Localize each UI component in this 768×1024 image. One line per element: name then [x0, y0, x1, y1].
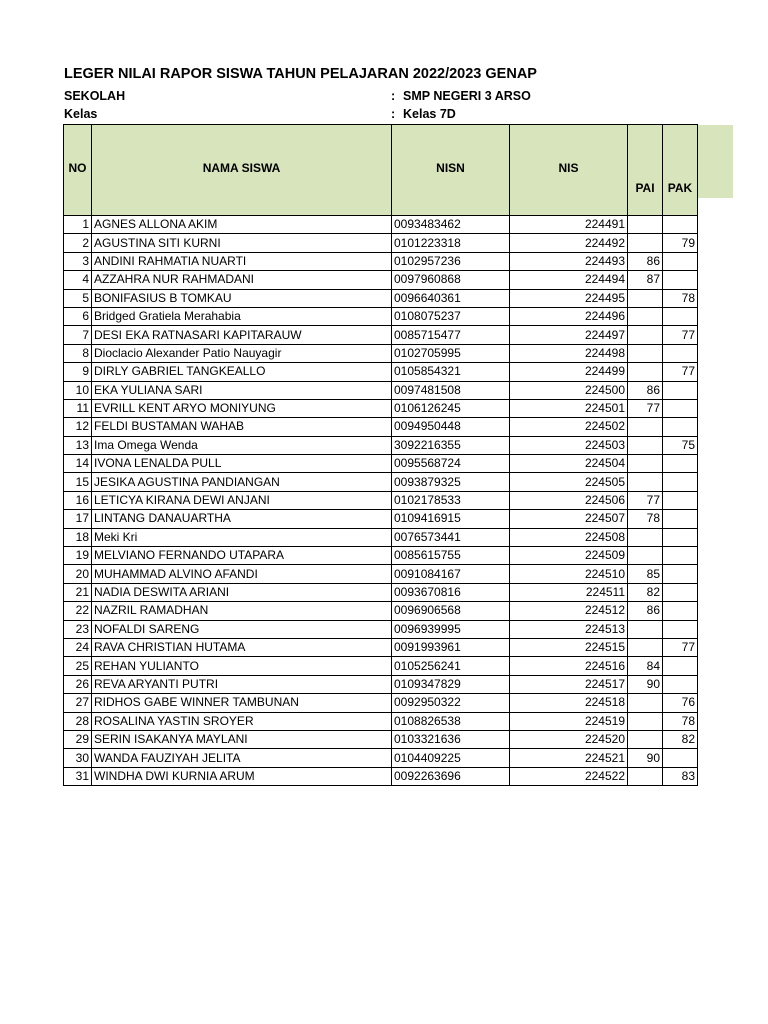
cell-pai [628, 363, 663, 381]
table-row [64, 418, 698, 436]
cell-pak [663, 399, 698, 417]
cell-pak [663, 455, 698, 473]
cell-nis: 224522 [510, 767, 628, 785]
table-row [64, 712, 698, 730]
cell-pak: 79 [663, 234, 698, 252]
table-row [64, 252, 698, 270]
cell-pak [663, 252, 698, 270]
cell-nisn: 0076573441 [392, 528, 510, 546]
cell-name: AZZAHRA NUR RAHMADANI [92, 271, 392, 289]
cell-pai [628, 473, 663, 491]
cell-nis: 224517 [510, 675, 628, 693]
cell-nisn: 0103321636 [392, 730, 510, 748]
school-colon: : [391, 89, 396, 103]
cell-no: 26 [64, 675, 92, 693]
cell-name: EKA YULIANA SARI [92, 381, 392, 399]
cell-no: 31 [64, 767, 92, 785]
cell-pak [663, 657, 698, 675]
header-extension [697, 125, 733, 198]
cell-nisn: 0093879325 [392, 473, 510, 491]
cell-nis: 224512 [510, 602, 628, 620]
cell-pak [663, 602, 698, 620]
table-row [64, 657, 698, 675]
table-row [64, 271, 698, 289]
cell-no: 20 [64, 565, 92, 583]
table-row [64, 307, 698, 325]
cell-pak [663, 473, 698, 491]
school-value: SMP NEGERI 3 ARSO [403, 89, 531, 103]
cell-no: 12 [64, 418, 92, 436]
cell-nisn: 0108826538 [392, 712, 510, 730]
cell-name: FELDI BUSTAMAN WAHAB [92, 418, 392, 436]
cell-nisn: 0102178533 [392, 491, 510, 509]
cell-name: MELVIANO FERNANDO UTAPARA [92, 547, 392, 565]
cell-pak [663, 307, 698, 325]
header-pai-label: PAI [635, 181, 655, 195]
cell-name: REHAN YULIANTO [92, 657, 392, 675]
cell-pak: 82 [663, 730, 698, 748]
cell-no: 11 [64, 399, 92, 417]
cell-no: 17 [64, 510, 92, 528]
cell-nisn: 0095568724 [392, 455, 510, 473]
cell-no: 7 [64, 326, 92, 344]
cell-nis: 224504 [510, 455, 628, 473]
cell-pak [663, 547, 698, 565]
class-label: Kelas [64, 107, 98, 121]
cell-name: SERIN ISAKANYA MAYLANI [92, 730, 392, 748]
cell-nisn: 0109347829 [392, 675, 510, 693]
cell-nis: 224498 [510, 344, 628, 362]
table-row [64, 399, 698, 417]
cell-name: RAVA CHRISTIAN HUTAMA [92, 638, 392, 656]
cell-nisn: 0105256241 [392, 657, 510, 675]
cell-name: ANDINI RAHMATIA NUARTI [92, 252, 392, 270]
cell-pai [628, 307, 663, 325]
cell-pai: 86 [628, 381, 663, 399]
grade-table [63, 124, 698, 786]
cell-name: Ima Omega Wenda [92, 436, 392, 454]
cell-no: 15 [64, 473, 92, 491]
cell-no: 14 [64, 455, 92, 473]
cell-pai: 77 [628, 399, 663, 417]
cell-nis: 224496 [510, 307, 628, 325]
cell-nis: 224521 [510, 749, 628, 767]
cell-no: 30 [64, 749, 92, 767]
cell-pak [663, 565, 698, 583]
header-nis: NIS [510, 125, 628, 216]
header-name: NAMA SISWA [92, 125, 392, 216]
cell-pai [628, 436, 663, 454]
cell-nisn: 0105854321 [392, 363, 510, 381]
cell-nisn: 0108075237 [392, 307, 510, 325]
cell-nis: 224505 [510, 473, 628, 491]
cell-name: NOFALDI SARENG [92, 620, 392, 638]
cell-pai [628, 326, 663, 344]
cell-nis: 224508 [510, 528, 628, 546]
cell-pak [663, 749, 698, 767]
table-row [64, 363, 698, 381]
class-colon: : [391, 107, 396, 121]
page-title: LEGER NILAI RAPOR SISWA TAHUN PELAJARAN 2022/2023 GENAP [64, 66, 537, 82]
cell-pak [663, 491, 698, 509]
cell-pai [628, 528, 663, 546]
cell-nis: 224503 [510, 436, 628, 454]
cell-name: IVONA LENALDA PULL [92, 455, 392, 473]
cell-nis: 224518 [510, 694, 628, 712]
table-row [64, 234, 698, 252]
cell-nisn: 3092216355 [392, 436, 510, 454]
cell-no: 4 [64, 271, 92, 289]
cell-pak: 77 [663, 363, 698, 381]
cell-no: 24 [64, 638, 92, 656]
cell-no: 2 [64, 234, 92, 252]
cell-nis: 224501 [510, 399, 628, 417]
cell-nis: 224507 [510, 510, 628, 528]
table-row [64, 730, 698, 748]
header-pai [628, 125, 663, 216]
table-row [64, 565, 698, 583]
table-header-row [64, 125, 698, 216]
cell-pak [663, 528, 698, 546]
cell-nis: 224497 [510, 326, 628, 344]
cell-no: 1 [64, 216, 92, 234]
cell-nis: 224495 [510, 289, 628, 307]
cell-nisn: 0092263696 [392, 767, 510, 785]
cell-nisn: 0091084167 [392, 565, 510, 583]
cell-nisn: 0101223318 [392, 234, 510, 252]
cell-nisn: 0096640361 [392, 289, 510, 307]
cell-nis: 224515 [510, 638, 628, 656]
cell-name: RIDHOS GABE WINNER TAMBUNAN [92, 694, 392, 712]
cell-nis: 224520 [510, 730, 628, 748]
class-value: Kelas 7D [403, 107, 456, 121]
cell-pai [628, 730, 663, 748]
cell-pai [628, 694, 663, 712]
cell-pak [663, 344, 698, 362]
cell-no: 6 [64, 307, 92, 325]
table-row [64, 455, 698, 473]
cell-pai: 86 [628, 602, 663, 620]
cell-nis: 224502 [510, 418, 628, 436]
cell-nis: 224499 [510, 363, 628, 381]
table-row [64, 381, 698, 399]
table-row [64, 491, 698, 509]
cell-nisn: 0091993961 [392, 638, 510, 656]
cell-nis: 224519 [510, 712, 628, 730]
cell-pai [628, 547, 663, 565]
cell-no: 23 [64, 620, 92, 638]
table-row [64, 694, 698, 712]
cell-nis: 224513 [510, 620, 628, 638]
cell-pak [663, 216, 698, 234]
cell-pai: 86 [628, 252, 663, 270]
table-row [64, 473, 698, 491]
cell-no: 21 [64, 583, 92, 601]
cell-pai [628, 216, 663, 234]
header-pak-label: PAK [667, 181, 693, 195]
cell-no: 29 [64, 730, 92, 748]
cell-nisn: 0085615755 [392, 547, 510, 565]
cell-pai [628, 234, 663, 252]
cell-pak: 78 [663, 289, 698, 307]
table-body [64, 216, 698, 786]
cell-no: 5 [64, 289, 92, 307]
cell-pak: 75 [663, 436, 698, 454]
cell-pak [663, 620, 698, 638]
cell-nis: 224491 [510, 216, 628, 234]
cell-name: NAZRIL RAMADHAN [92, 602, 392, 620]
cell-name: AGNES ALLONA AKIM [92, 216, 392, 234]
cell-nisn: 0106126245 [392, 399, 510, 417]
cell-pak [663, 583, 698, 601]
cell-pak: 78 [663, 712, 698, 730]
cell-pai: 90 [628, 675, 663, 693]
cell-nisn: 0097960868 [392, 271, 510, 289]
cell-nisn: 0109416915 [392, 510, 510, 528]
cell-no: 18 [64, 528, 92, 546]
table-row [64, 289, 698, 307]
cell-nis: 224500 [510, 381, 628, 399]
cell-pai: 84 [628, 657, 663, 675]
cell-name: MUHAMMAD ALVINO AFANDI [92, 565, 392, 583]
cell-pai: 82 [628, 583, 663, 601]
cell-nis: 224492 [510, 234, 628, 252]
table-row [64, 216, 698, 234]
cell-no: 22 [64, 602, 92, 620]
cell-name: REVA ARYANTI PUTRI [92, 675, 392, 693]
cell-pak [663, 675, 698, 693]
cell-no: 9 [64, 363, 92, 381]
cell-pai: 78 [628, 510, 663, 528]
cell-nisn: 0102705995 [392, 344, 510, 362]
table-row [64, 638, 698, 656]
cell-nis: 224509 [510, 547, 628, 565]
cell-name: BONIFASIUS B TOMKAU [92, 289, 392, 307]
cell-name: LINTANG DANAUARTHA [92, 510, 392, 528]
cell-nisn: 0093483462 [392, 216, 510, 234]
cell-name: JESIKA AGUSTINA PANDIANGAN [92, 473, 392, 491]
cell-pak [663, 510, 698, 528]
cell-pai: 77 [628, 491, 663, 509]
cell-nisn: 0104409225 [392, 749, 510, 767]
cell-nisn: 0096906568 [392, 602, 510, 620]
cell-nis: 224494 [510, 271, 628, 289]
cell-name: NADIA DESWITA ARIANI [92, 583, 392, 601]
cell-no: 19 [64, 547, 92, 565]
cell-nisn: 0094950448 [392, 418, 510, 436]
cell-pak: 83 [663, 767, 698, 785]
cell-nisn: 0092950322 [392, 694, 510, 712]
cell-name: WINDHA DWI KURNIA ARUM [92, 767, 392, 785]
cell-name: AGUSTINA SITI KURNI [92, 234, 392, 252]
cell-no: 3 [64, 252, 92, 270]
cell-no: 25 [64, 657, 92, 675]
cell-no: 28 [64, 712, 92, 730]
cell-pai [628, 620, 663, 638]
table-row [64, 620, 698, 638]
cell-no: 27 [64, 694, 92, 712]
cell-no: 16 [64, 491, 92, 509]
header-pak [663, 125, 698, 216]
table-row [64, 749, 698, 767]
cell-nis: 224493 [510, 252, 628, 270]
cell-pai [628, 344, 663, 362]
cell-nisn: 0102957236 [392, 252, 510, 270]
cell-name: WANDA FAUZIYAH JELITA [92, 749, 392, 767]
cell-name: Meki Kri [92, 528, 392, 546]
cell-name: EVRILL KENT ARYO MONIYUNG [92, 399, 392, 417]
table-row [64, 583, 698, 601]
cell-name: DESI EKA RATNASARI KAPITARAUW [92, 326, 392, 344]
cell-pak [663, 418, 698, 436]
table-row [64, 436, 698, 454]
cell-pai [628, 418, 663, 436]
cell-pai [628, 289, 663, 307]
cell-name: Dioclacio Alexander Patio Nauyagir [92, 344, 392, 362]
cell-pak [663, 271, 698, 289]
cell-name: LETICYA KIRANA DEWI ANJANI [92, 491, 392, 509]
cell-nis: 224506 [510, 491, 628, 509]
header-no: NO [64, 125, 92, 216]
cell-pai [628, 767, 663, 785]
cell-no: 13 [64, 436, 92, 454]
cell-nisn: 0097481508 [392, 381, 510, 399]
cell-no: 10 [64, 381, 92, 399]
table-row [64, 528, 698, 546]
cell-pai [628, 712, 663, 730]
cell-pak [663, 381, 698, 399]
table-row [64, 767, 698, 785]
cell-name: DIRLY GABRIEL TANGKEALLO [92, 363, 392, 381]
cell-nisn: 0093670816 [392, 583, 510, 601]
cell-no: 8 [64, 344, 92, 362]
table-row [64, 510, 698, 528]
cell-pai: 90 [628, 749, 663, 767]
cell-pai: 87 [628, 271, 663, 289]
cell-pai [628, 455, 663, 473]
cell-name: Bridged Gratiela Merahabia [92, 307, 392, 325]
table-row [64, 326, 698, 344]
header-nisn: NISN [392, 125, 510, 216]
cell-nisn: 0096939995 [392, 620, 510, 638]
cell-pak: 77 [663, 326, 698, 344]
cell-pai [628, 638, 663, 656]
cell-nis: 224510 [510, 565, 628, 583]
cell-nis: 224516 [510, 657, 628, 675]
cell-nisn: 0085715477 [392, 326, 510, 344]
cell-name: ROSALINA YASTIN SROYER [92, 712, 392, 730]
table-row [64, 675, 698, 693]
cell-pai: 85 [628, 565, 663, 583]
table-row [64, 602, 698, 620]
cell-pak: 77 [663, 638, 698, 656]
table-row [64, 547, 698, 565]
cell-pak: 76 [663, 694, 698, 712]
cell-nis: 224511 [510, 583, 628, 601]
school-label: SEKOLAH [64, 89, 126, 103]
table-row [64, 344, 698, 362]
